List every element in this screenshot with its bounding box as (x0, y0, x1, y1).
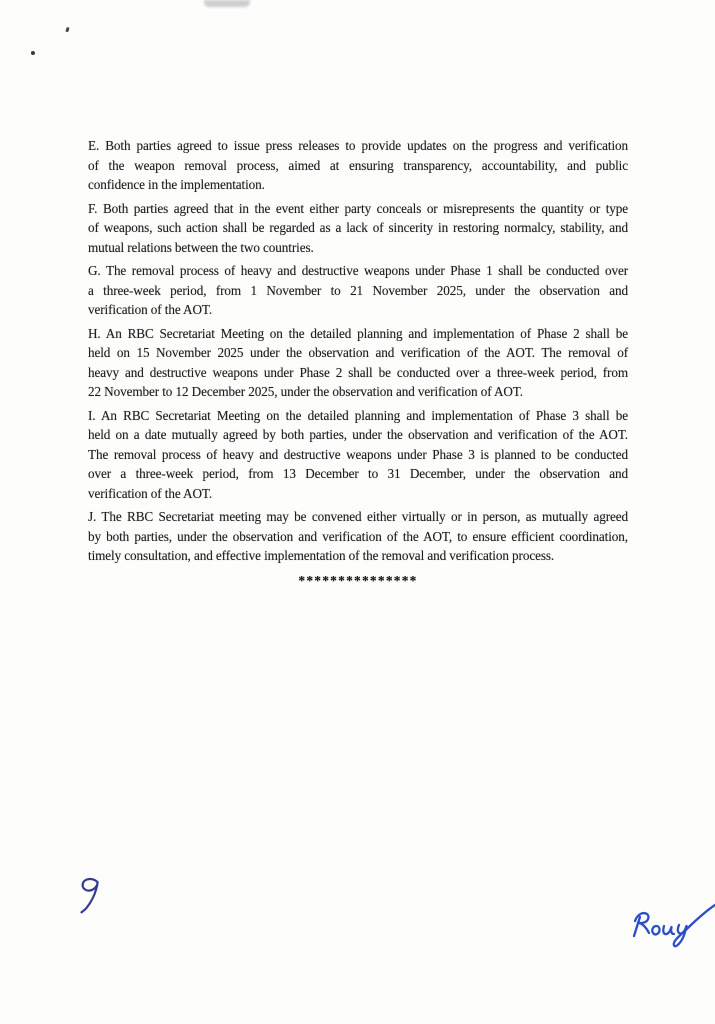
document-body (88, 136, 628, 589)
paragraph-line: over a three-week period, from 13 December to 31 December, under the observation and (88, 466, 628, 481)
paragraph-line: verification of the AOT. (88, 485, 213, 501)
paragraph-line: The removal process of heavy and destructive weapons under Phase 3 is planned to be conducted (88, 446, 628, 462)
paragraph-line: confidence in the implementation. (88, 177, 265, 192)
paragraph-line: 22 November to 12 December 2025, under the observation and verification of AOT. (88, 384, 523, 399)
paragraph-line: a three-week period, from 1 November to 21 November 2025, under the observation and (88, 282, 628, 298)
paragraph-line: I. An RBC Secretariat Meeting on the detailed planning and implementation of Phase 3 shall be (88, 407, 628, 423)
paragraph-line: by both parties, under the observation and verification of the AOT, to ensure efficient coordination, (88, 528, 628, 544)
handwritten-page-mark (74, 874, 104, 916)
paragraph-line: H. An RBC Secretariat Meeting on the detailed planning and implementation of Phase 2 shall be (88, 325, 628, 341)
paragraph-line: of weapons, such action shall be regarded as a lack of sincerity in restoring normalcy, stability, and (88, 220, 628, 235)
paragraph-line: timely consultation, and effective implementation of the removal and verification process. (88, 548, 555, 563)
paragraph-g (88, 261, 628, 320)
scan-smudge (204, 0, 250, 7)
paragraph-line: J. The RBC Secretariat meeting may be convened either virtually or in person, as mutually agreed (88, 509, 628, 524)
ink-speck (65, 27, 69, 33)
paragraph-line: held on a date mutually agreed by both parties, under the observation and verification of the AOT. (88, 427, 628, 442)
paragraph-line: heavy and destructive weapons under Phase 2 shall be conducted over a three-week period, from (88, 364, 628, 380)
paragraph-line: held on 15 November 2025 under the observation and verification of the AOT. The removal of (88, 345, 628, 360)
paragraph-line: verification of the AOT. (88, 302, 213, 317)
paragraph-line: E. Both parties agreed to issue press releases to provide updates on the progress and verification (88, 138, 628, 153)
signature-handwritten (626, 896, 715, 960)
paragraph-line: G. The removal process of heavy and destructive weapons under Phase 1 shall be conducted over (88, 263, 628, 278)
paragraph-i (88, 406, 628, 504)
ink-speck (31, 51, 35, 55)
paragraph-line: F. Both parties agreed that in the event either party conceals or misrepresents the quantity or type (88, 200, 628, 216)
paragraph-line: mutual relations between the two countries. (88, 239, 314, 255)
paragraph-j (88, 507, 628, 566)
paragraph-h (88, 324, 628, 402)
asterisk-separator: *************** (298, 572, 418, 588)
paragraph-f (88, 199, 628, 258)
paragraph-line: of the weapon removal process, aimed at ensuring transparency, accountability, and public (88, 157, 628, 173)
paragraph-e (88, 136, 628, 195)
